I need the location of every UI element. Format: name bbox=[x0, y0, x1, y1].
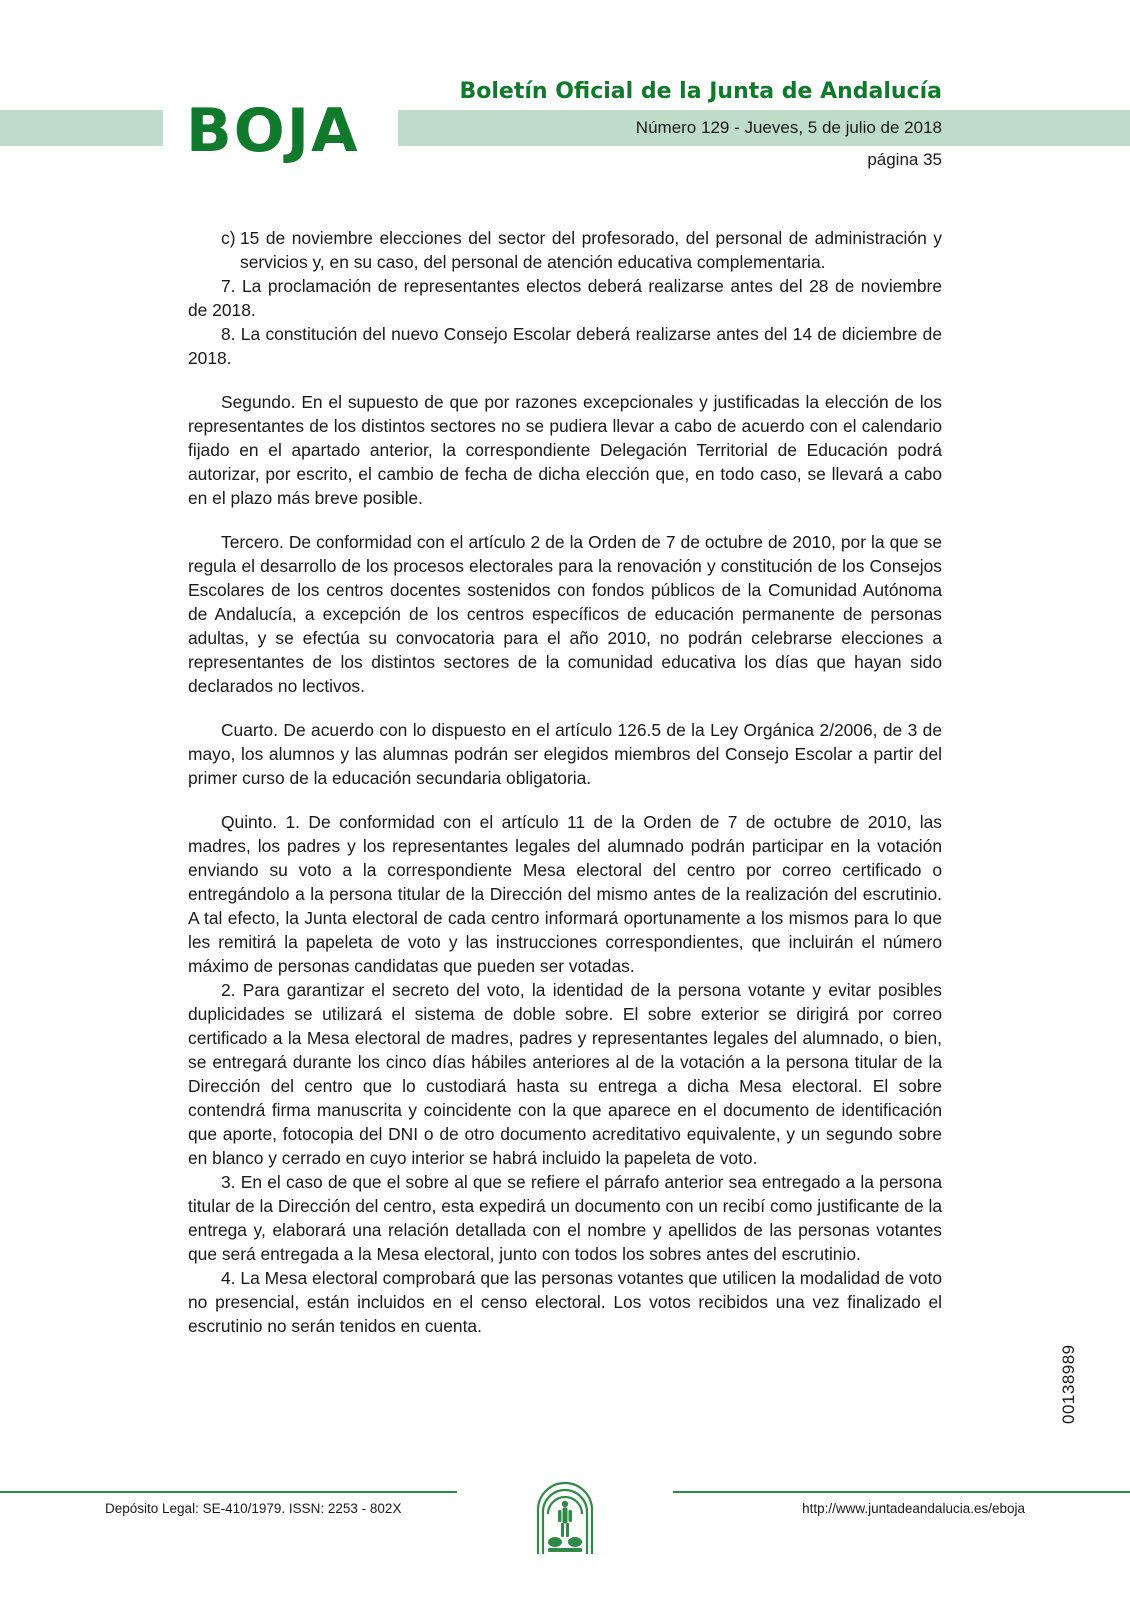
issue-line: Número 129 - Jueves, 5 de julio de 2018 bbox=[635, 118, 942, 137]
journal-title: Boletín Oficial de la Junta de Andalucía bbox=[459, 79, 942, 104]
list-item-text: 15 de noviembre elecciones del sector del profesorado, del personal de administración y servicios y, en su caso, del personal de atención educativa complementaria. bbox=[240, 228, 942, 272]
paragraph-cuarto: Cuarto. De acuerdo con lo dispuesto en el artículo 126.5 de la Ley Orgánica 2/2006, de 3 de mayo, los alumnos y las alumnas podrán ser elegidos miembros del Consejo Escolar a partir del primer curso de la educación secundaria obligatoria. bbox=[188, 720, 942, 788]
paragraph-segundo: Segundo. En el supuesto de que por razones excepcionales y justificadas la elección de los representantes de los distintos sectores no se pudiera llevar a cabo de acuerdo con el calendario fijado en el apartado anterior, la correspondiente Delegación Territorial de Educación podrá autorizar, por escrito, el cambio de fecha de dicha elección que, en todo caso, se llevará a cabo en el plazo más breve posible. bbox=[188, 392, 942, 508]
list-item-c bbox=[188, 226, 942, 274]
paragraph-7: 7. La proclamación de representantes electos deberá realizarse antes del 28 de noviembre de 2018. bbox=[188, 276, 942, 320]
paragraph-quinto-4: 4. La Mesa electoral comprobará que las personas votantes que utilicen la modalidad de voto no presencial, están incluidos en el censo electoral. Los votos recibidos una vez finalizado el escrutinio no serán tenidos en cuenta. bbox=[188, 1268, 942, 1336]
header-band-left bbox=[0, 110, 163, 146]
paragraph-quinto-2: 2. Para garantizar el secreto del voto, la identidad de la persona votante y evitar posibles duplicidades se utilizará el sistema de doble sobre. El sobre exterior se dirigirá por correo certificado a la Mesa electoral de madres, padres y representantes legales del alumnado, o bien, se entregará durante los cinco días hábiles anteriores al de la votación a la persona titular de la Dirección del centro que lo custodiará hasta su entrega a dicha Mesa electoral. El sobre contendrá firma manuscrita y coincidente con la que aparece en el documento de identificación que aporte, fotocopia del DNI o de otro documento acreditativo equivalente, y un segundo sobre en blanco y cerrado en cuyo interior se habrá incluido la papeleta de voto. bbox=[188, 980, 942, 1168]
boja-logo: BOJA bbox=[186, 96, 360, 166]
paragraph-tercero: Tercero. De conformidad con el artículo 2 de la Orden de 7 de octubre de 2010, por la que se regula el desarrollo de los procesos electorales para la renovación y constitución de los Consejos Escolares de los centros docentes sostenidos con fondos públicos de la Comunidad Autónoma de Andalucía, a excepción de los centros específicos de educación permanente de personas adultas, y se efectúa su convocatoria para el año 2010, no podrán celebrarse elecciones a representantes de los distintos sectores de la comunidad educativa los días que hayan sido declarados no lectivos. bbox=[188, 532, 942, 696]
footer-rule-left bbox=[0, 1491, 457, 1493]
document-body bbox=[188, 226, 942, 1338]
list-marker: c) bbox=[221, 228, 236, 248]
legal-deposit: Depósito Legal: SE-410/1979. ISSN: 2253 - 802X bbox=[105, 1501, 402, 1516]
website-url[interactable]: http://www.juntadeandalucia.es/eboja bbox=[802, 1501, 1025, 1516]
document-code: 00138989 bbox=[1059, 1344, 1078, 1424]
page-number: página 35 bbox=[867, 150, 942, 169]
footer-rule-right bbox=[673, 1491, 1130, 1493]
paragraph-quinto-1: Quinto. 1. De conformidad con el artículo 11 de la Orden de 7 de octubre de 2010, las madres, los padres y los representantes legales del alumnado podrán participar en la votación enviando su voto a la correspondiente Mesa electoral del centro por correo certificado o entregándolo a la persona titular de la Dirección del mismo antes de la realización del escrutinio. A tal efecto, la Junta electoral de cada centro informará oportunamente a los mismos para lo que les remitirá la papeleta de voto y las instrucciones correspondientes, que incluirán el número máximo de personas candidatas que pueden ser votadas. bbox=[188, 812, 942, 976]
junta-de-andalucia-emblem-icon bbox=[532, 1470, 598, 1558]
paragraph-8: 8. La constitución del nuevo Consejo Escolar deberá realizarse antes del 14 de diciembre de 2018. bbox=[188, 324, 942, 368]
paragraph-quinto-3: 3. En el caso de que el sobre al que se refiere el párrafo anterior sea entregado a la persona titular de la Dirección del centro, esta expedirá un documento con un recibí como justificante de la entrega y, elaborará una relación detallada con el nombre y apellidos de las personas votantes que será entregada a la Mesa electoral, junto con todos los sobres antes del escrutinio. bbox=[188, 1172, 943, 1264]
